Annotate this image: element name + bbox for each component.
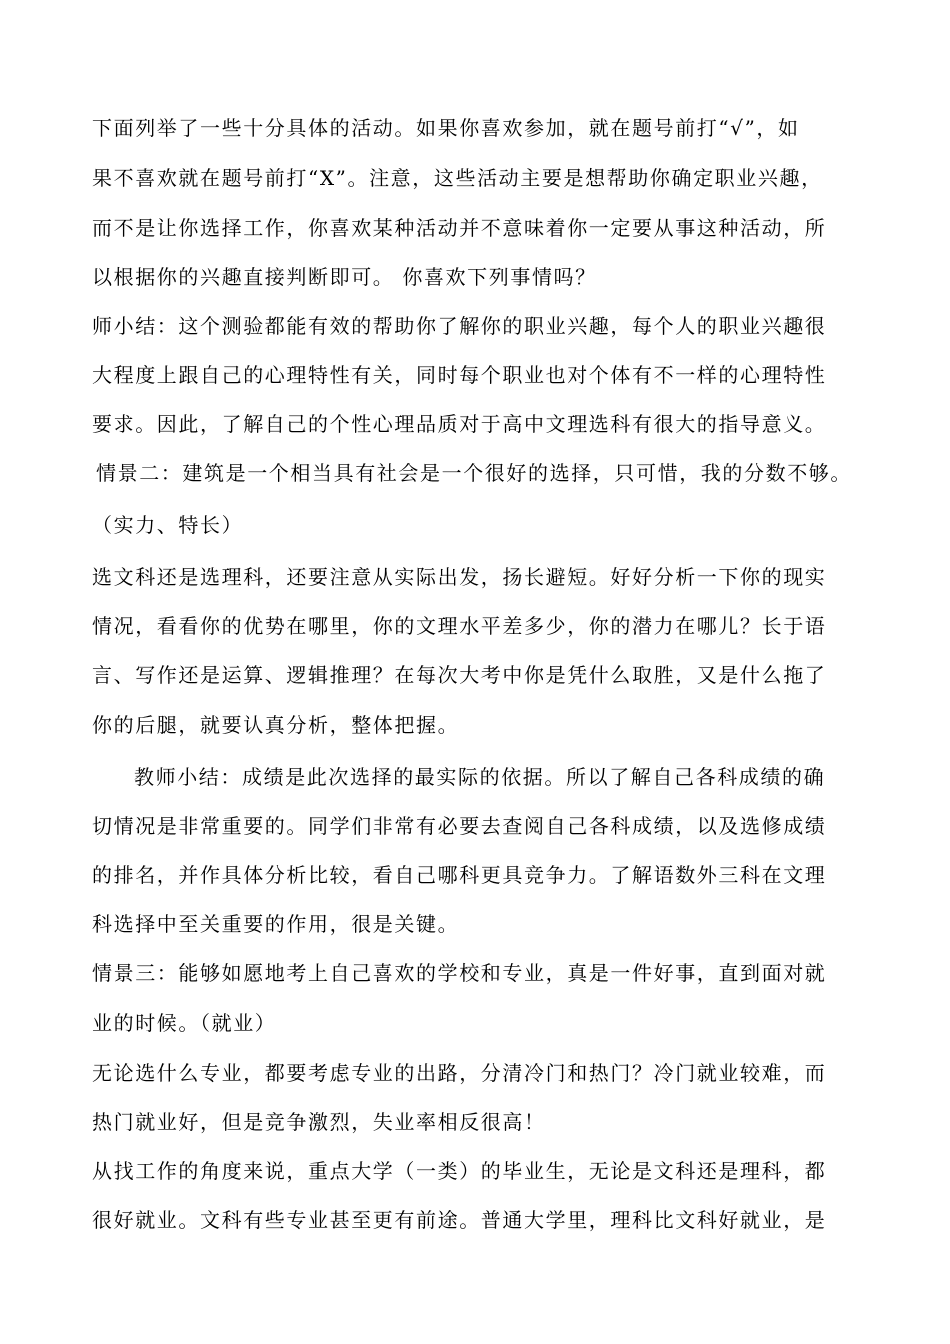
text-line: 切情况是非常重要的。同学们非常有必要去查阅自己各科成绩，以及选修成绩 (92, 814, 827, 838)
text-line: 很好就业。文科有些专业甚至更有前途。普通大学里，理科比文科好就业，是 (92, 1208, 827, 1232)
text-line: 你的后腿，就要认真分析，整体把握。 (92, 713, 460, 737)
text-line: 热门就业好，但是竞争激烈，失业率相反很高！ (92, 1110, 546, 1134)
text-line: 无论选什么专业，都要考虑专业的出路，分清冷门和热门？冷门就业较难，而 (92, 1061, 827, 1085)
section-heading-scenario-three: 情景三：能够如愿地考上自己喜欢的学校和专业，真是一件好事，直到面对就 (92, 961, 827, 985)
text-line: 果不喜欢就在题号前打“X”。注意，这些活动主要是想帮助你确定职业兴趣， (92, 166, 823, 190)
text-line: 选文科还是选理科，还要注意从实际出发，扬长避短。好好分析一下你的现实 (92, 565, 827, 589)
text-line: 业的时候。（就业） (92, 1011, 277, 1035)
text-line: 教师小结：成绩是此次选择的最实际的依据。所以了解自己各科成绩的确 (134, 765, 826, 789)
text-line: 科选择中至关重要的作用，很是关键。 (92, 912, 460, 936)
section-heading-scenario-two: 情景二：建筑是一个相当具有社会是一个很好的选择，只可惜，我的分数不够。 (96, 461, 852, 485)
text-line: 从找工作的角度来说，重点大学（一类）的毕业生，无论是文科还是理科，都 (92, 1159, 827, 1183)
text-line: 师小结：这个测验都能有效的帮助你了解你的职业兴趣，每个人的职业兴趣很 (92, 314, 827, 338)
text-line: 以根据你的兴趣直接判断即可。 你喜欢下列事情吗？ (92, 265, 597, 289)
text-line: 的排名，并作具体分析比较，看自己哪科更具竞争力。了解语数外三科在文理 (92, 863, 827, 887)
text-line: 要求。因此，了解自己的个性心理品质对于高中文理选科有很大的指导意义。 (92, 412, 827, 436)
text-line: 下面列举了一些十分具体的活动。如果你喜欢参加，就在题号前打“√”，如 (92, 116, 800, 140)
text-line: 而不是让你选择工作，你喜欢某种活动并不意味着你一定要从事这种活动，所 (92, 216, 827, 240)
text-line: 大程度上跟自己的心理特性有关，同时每个职业也对个体有不一样的心理特性 (92, 363, 827, 387)
text-line: （实力、特长） (92, 513, 244, 537)
text-line: 言、写作还是运算、逻辑推理？在每次大考中你是凭什么取胜，又是什么拖了 (92, 663, 827, 687)
text-line: 情况，看看你的优势在哪里，你的文理水平差多少，你的潜力在哪儿？长于语 (92, 614, 827, 638)
